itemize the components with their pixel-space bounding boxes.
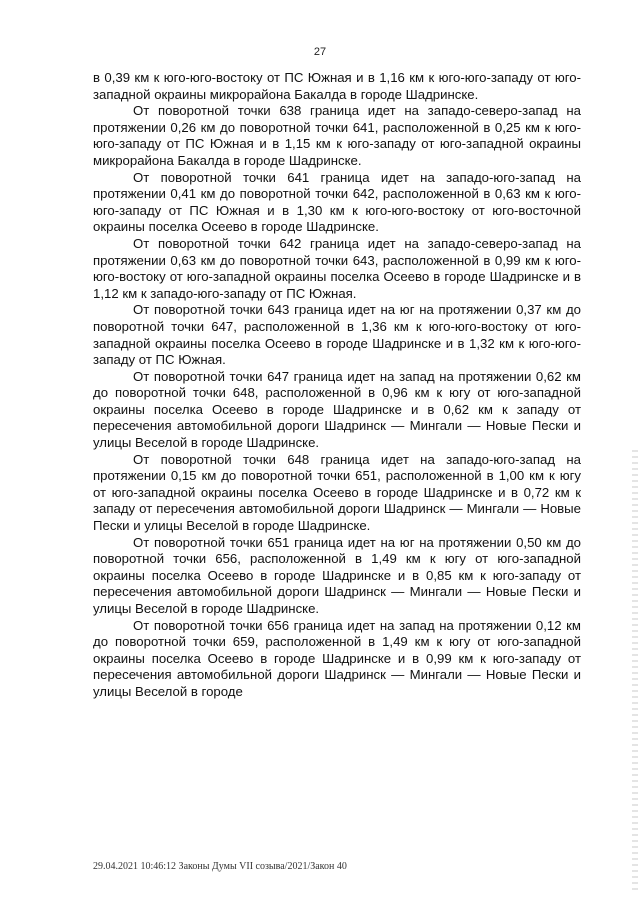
document-footer: 29.04.2021 10:46:12 Законы Думы VII созыва/2021/Закон 40: [93, 861, 347, 872]
paragraph: От поворотной точки 656 граница идет на запад на протяжении 0,12 км до поворотной точки 659, расположенной в 1,49 км к югу от юго-западной окраины поселка Осеево в городе Шадринске и в 0,99 км к юго-западу от пересечения автомобильной дороги Шадринск — Мингали — Новые Пески и улицы Веселой в городе: [93, 617, 581, 699]
paragraph: От поворотной точки 643 граница идет на юг на протяжении 0,37 км до поворотной точки 647, расположенной в 1,36 км к юго-юго-востоку от юго-западной окраины поселка Осеево в городе Шадринске и в 1,32 км к юго-юго-западу от ПС Южная.: [93, 302, 581, 368]
paragraph: От поворотной точки 642 граница идет на западо-северо-запад на протяжении 0,63 км до поворотной точки 643, расположенной в 0,99 км к юго-юго-востоку от юго-западной окраины поселка Осеево в городе Шадринске и в 1,12 км к западо-юго-западу от ПС Южная.: [93, 235, 581, 301]
paragraph: От поворотной точки 638 граница идет на западо-северо-запад на протяжении 0,26 км до поворотной точки 641, расположенной в 0,25 км к юго-юго-западу от ПС Южная и в 1,15 км к юго-западу от юго-западной окраины микрорайона Бакалда в городе Шадринске.: [93, 103, 581, 168]
side-stamp-marks: [632, 450, 638, 890]
paragraph: От поворотной точки 651 граница идет на юг на протяжении 0,50 км до поворотной точки 656, расположенной в 1,49 км к югу от юго-западной окраины поселка Осеево в городе Шадринске и в 0,85 км к юго-западу от пересечения автомобильной дороги Шадринск — Мингали — Новые Пески и улицы Веселой в городе Шадринске.: [93, 534, 581, 616]
paragraph: От поворотной точки 647 граница идет на запад на протяжении 0,62 км до поворотной точки 648, расположенной в 0,96 км к югу от юго-западной окраины поселка Осеево в городе Шадринске и в 0,62 км к западу от пересечения автомобильной дороги Шадринск — Мингали — Новые Пески и улицы Веселой в городе Шадринске.: [93, 368, 581, 451]
document-body: [93, 70, 581, 701]
page-number: 27: [313, 46, 327, 58]
paragraph: От поворотной точки 648 граница идет на западо-юго-запад на протяжении 0,15 км до поворотной точки 651, расположенной в 1,00 км к югу от юго-западной окраины поселка Осеево в городе Шадринске и в 0,72 км к западу от пересечения автомобильной дороги Шадринск — Мингали — Новые Пески и улицы Веселой в городе Шадринске.: [93, 451, 581, 534]
paragraph: в 0,39 км к юго-юго-востоку от ПС Южная и в 1,16 км к юго-юго-западу от юго-западной окраины микрорайона Бакалда в городе Шадринске.: [93, 70, 581, 102]
paragraph: От поворотной точки 641 граница идет на западо-юго-запад на протяжении 0,41 км до поворотной точки 642, расположенной в 0,63 км к юго-юго-западу от ПС Южная и в 1,30 км к юго-юго-востоку от юго-восточной окраины поселка Осеево в городе Шадринске.: [93, 169, 581, 235]
